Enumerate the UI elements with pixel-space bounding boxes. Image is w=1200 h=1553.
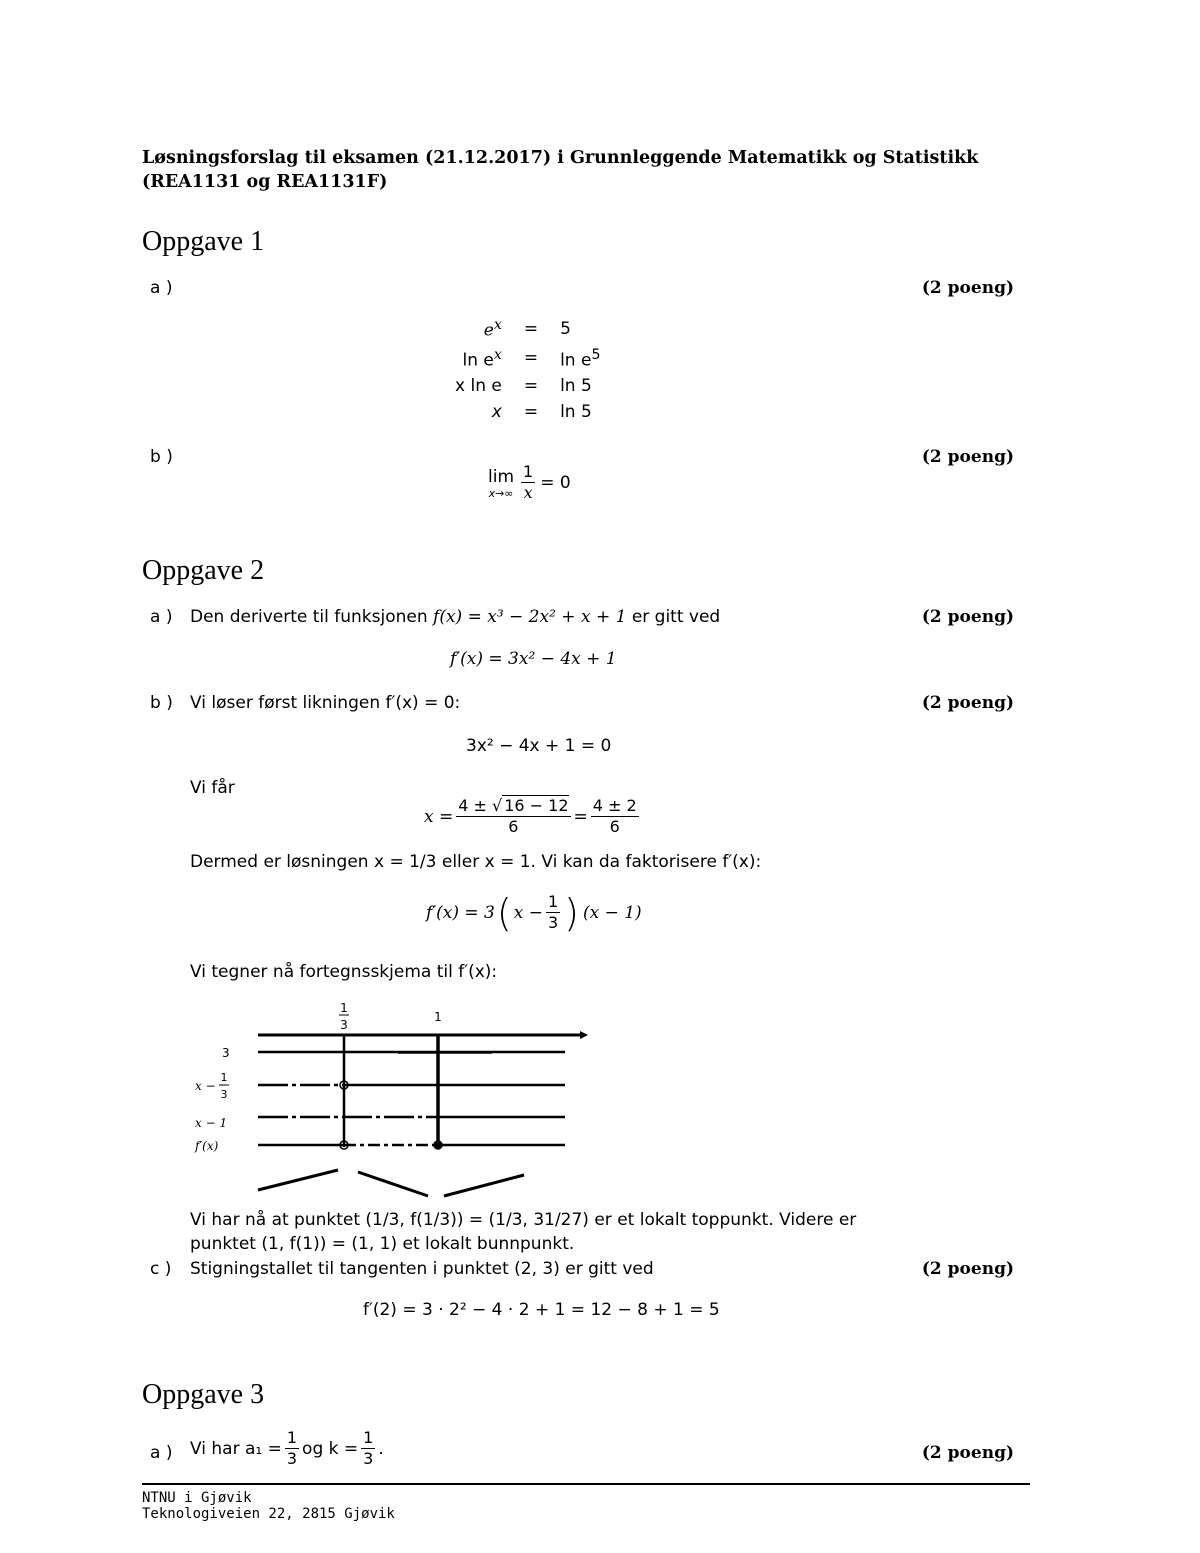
oppgave2-b-text: Vi løser først likningen f′(x) = 0:	[190, 693, 461, 713]
a1-numerator: 1	[286, 1428, 298, 1447]
lim-numerator: 1	[523, 462, 534, 481]
eq-rhs: 5	[560, 318, 571, 339]
lim-text: lim	[488, 466, 515, 487]
sign-chart-row2-label: x −	[195, 1079, 216, 1093]
oppgave1-heading: Oppgave 1	[142, 226, 265, 257]
oppgave3-a-label: a )	[150, 1443, 173, 1463]
num-pre: 4 ±	[458, 796, 493, 815]
lim-subscript: x→∞	[488, 486, 514, 500]
footer-line-2: Teknologiveien 22, 2815 Gjøvik	[142, 1506, 395, 1522]
decreasing-segment	[358, 1172, 428, 1196]
lim-rhs: = 0	[540, 472, 571, 493]
oppgave2-b-vifar: Vi får	[190, 778, 235, 798]
a-text-pre: Vi har a₁ =	[190, 1438, 282, 1459]
a-text-post: er gitt ved	[631, 607, 721, 627]
oppgave2-b-conclusion-1: Vi har nå at punktet (1/3, f(1/3)) = (1/3, 31/27) er et lokalt toppunkt. Videre er	[190, 1210, 857, 1230]
oppgave2-b-label: b )	[150, 693, 173, 713]
k-fraction	[361, 1428, 375, 1469]
quadratic-numerator-2: 4 ± 2	[592, 796, 637, 815]
oppgave2-b-points: (2 poeng)	[921, 693, 1014, 713]
a1-denominator: 3	[286, 1449, 298, 1468]
eq-rel: =	[523, 402, 539, 423]
oppgave3-a-points: (2 poeng)	[921, 1443, 1014, 1463]
equals-sign: =	[573, 806, 588, 827]
sign-chart-row1-label: 3	[222, 1046, 230, 1060]
title-line-2: (REA1131 og REA1131F)	[142, 172, 388, 192]
fact-post: (x − 1)	[582, 902, 642, 923]
fact-numerator: 1	[547, 892, 559, 911]
fact-pre: f′(x) = 3	[426, 902, 495, 923]
oppgave2-b-dermed: Dermed er løsningen x = 1/3 eller x = 1. Vi kan da faktorisere f′(x):	[190, 852, 762, 872]
oppgave2-b-factorization: f′(x) = 3 ( x − $\frac{1}{3}$ ) (x − 1)	[426, 890, 642, 935]
oppgave1-b-limit	[488, 462, 571, 503]
footer-line-1: NTNU i Gjøvik	[142, 1490, 252, 1506]
eq-lhs: ln e	[462, 350, 494, 371]
eq-row	[455, 314, 600, 344]
sign-chart-tick1-den: 3	[340, 1018, 348, 1032]
oppgave1-b-points: (2 poeng)	[921, 447, 1014, 467]
oppgave2-c-equation: f′(2) = 3 · 2² − 4 · 2 + 1 = 12 − 8 + 1 = 5	[363, 1300, 720, 1320]
radicand: 16 − 12	[504, 796, 569, 815]
sign-chart-row4-label: f′(x)	[195, 1139, 219, 1153]
x-equals: x =	[424, 806, 454, 827]
eq-rhs-sup: 5	[591, 346, 601, 363]
oppgave1-b-label: b )	[150, 447, 173, 467]
quadratic-numerator-1: 4 ± √ 16 − 12	[458, 796, 569, 815]
oppgave2-b-equation: 3x² − 4x + 1 = 0	[466, 736, 612, 756]
a1-fraction	[285, 1428, 299, 1469]
zero-marker	[434, 1141, 442, 1149]
arrow-head-icon	[580, 1031, 588, 1039]
oppgave3-a-text	[190, 1428, 384, 1469]
sign-chart-row3-label: x − 1	[195, 1116, 228, 1130]
sign-chart-tick2: 1	[434, 1010, 442, 1024]
sign-chart-row2-num: 1	[220, 1071, 228, 1084]
oppgave2-c-points: (2 poeng)	[921, 1259, 1014, 1279]
oppgave2-a-text	[190, 607, 720, 627]
eq-lhs: x ln e	[455, 376, 502, 397]
quadratic-denominator-2: 6	[609, 817, 620, 836]
a-text-end: .	[378, 1438, 384, 1459]
document-title	[142, 146, 978, 194]
oppgave2-c-label: c )	[150, 1259, 172, 1279]
k-denominator: 3	[363, 1449, 374, 1468]
eq-rel: =	[523, 348, 539, 369]
oppgave2-b-conclusion-2: punktet (1, f(1)) = (1, 1) et lokalt bunnpunkt.	[190, 1234, 575, 1254]
eq-rhs: ln 5	[560, 376, 592, 397]
eq-row	[455, 344, 600, 374]
fact-mid: x −	[513, 902, 543, 923]
quadratic-fraction-1	[456, 796, 570, 837]
quadratic-denominator-1: 6	[508, 817, 519, 836]
eq-row	[455, 399, 600, 425]
sign-chart-tick1-num: 1	[340, 1001, 348, 1015]
eq-lhs-sup: x	[493, 317, 502, 333]
sign-chart	[180, 995, 610, 1205]
eq-rhs: ln e	[560, 350, 592, 371]
quadratic-fraction-2	[591, 796, 639, 837]
k-numerator: 1	[363, 1428, 374, 1447]
title-line-1: Løsningsforslag til eksamen (21.12.2017) i Grunnleggende Matematikk og Statistikk	[142, 148, 979, 168]
footer-rule	[142, 1483, 1030, 1485]
oppgave2-b-tegner: Vi tegner nå fortegnsskjema til f′(x):	[190, 962, 498, 982]
oppgave2-b-quadratic-formula	[424, 796, 642, 837]
increasing-segment-1	[258, 1170, 338, 1190]
oppgave2-a-points: (2 poeng)	[921, 607, 1014, 627]
eq-lhs: e	[483, 320, 494, 341]
oppgave1-a-points: (2 poeng)	[921, 278, 1014, 298]
increasing-segment-2	[444, 1175, 524, 1196]
oppgave2-c-text: Stigningstallet til tangenten i punktet (2, 3) er gitt ved	[190, 1259, 654, 1279]
oppgave2-a-label: a )	[150, 607, 173, 627]
lim-denominator: x	[523, 483, 533, 502]
eq-lhs-sup: x	[493, 346, 502, 363]
oppgave1-a-equation-array	[455, 314, 600, 425]
eq-rel: =	[523, 318, 539, 339]
eq-rhs: ln 5	[560, 402, 592, 423]
fact-denominator: 3	[547, 913, 559, 932]
lim-fraction	[521, 462, 535, 503]
a-text-mid: og k =	[302, 1438, 359, 1459]
oppgave2-heading: Oppgave 2	[142, 555, 265, 586]
eq-rel: =	[523, 376, 539, 397]
oppgave3-heading: Oppgave 3	[142, 1379, 265, 1410]
eq-row	[455, 373, 600, 399]
fact-fraction	[546, 892, 560, 933]
oppgave1-a-label: a )	[150, 278, 173, 298]
sign-chart-row2-den: 3	[220, 1088, 228, 1101]
oppgave2-a-derivative: f′(x) = 3x² − 4x + 1	[450, 649, 617, 669]
a-function: f(x) = x³ − 2x² + x + 1	[433, 607, 627, 627]
a-text-pre: Den deriverte til funksjonen	[190, 607, 428, 627]
eq-lhs: x	[491, 402, 502, 423]
